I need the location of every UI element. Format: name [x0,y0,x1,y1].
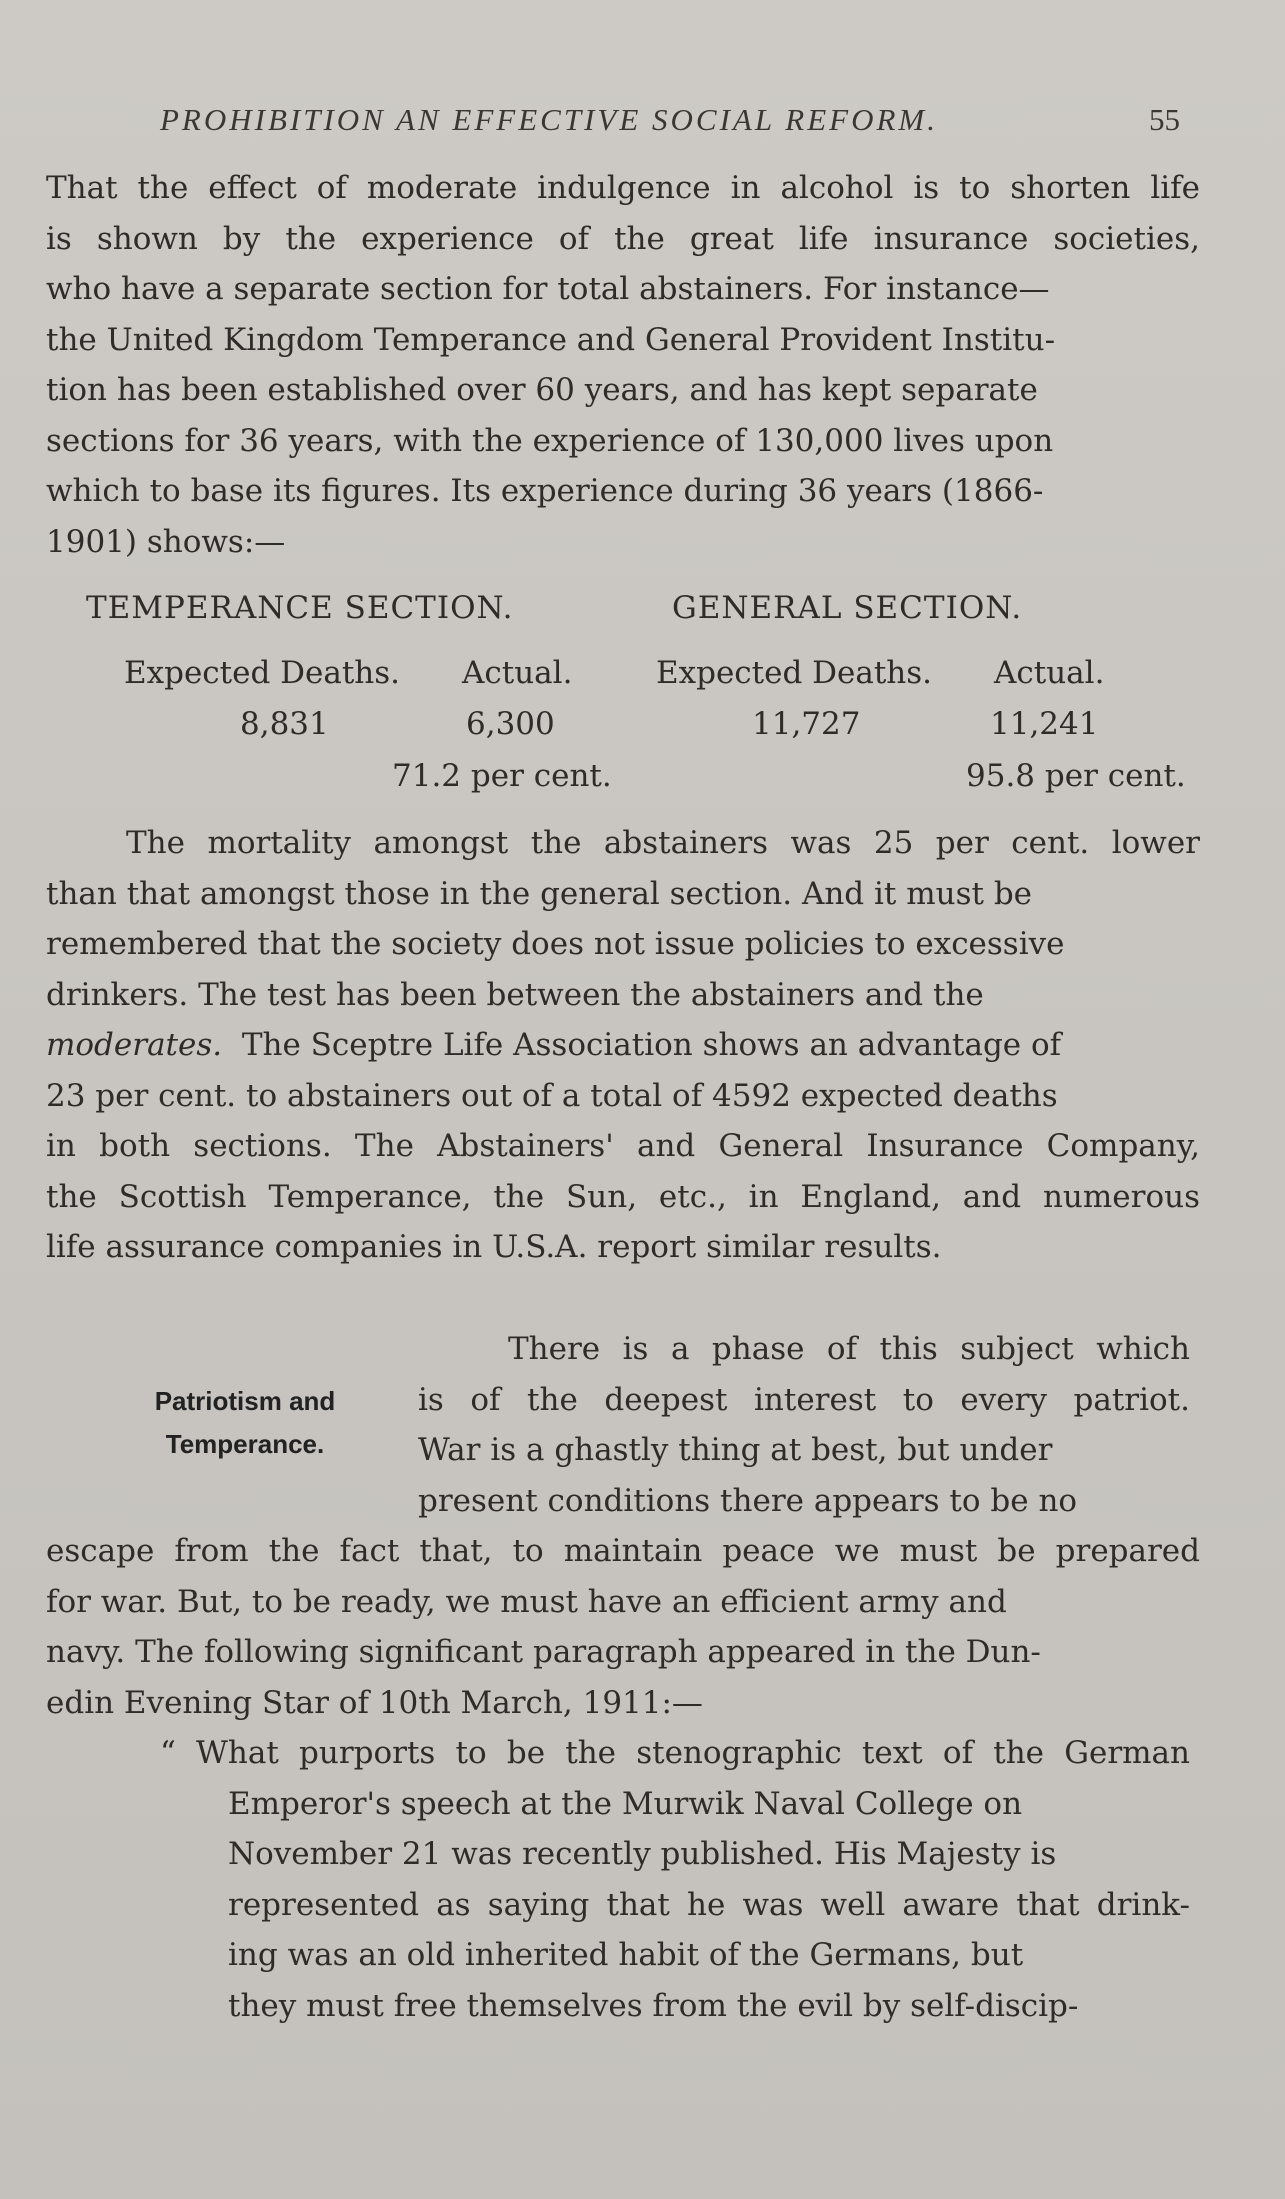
general-actual-label: Actual. [994,655,1105,691]
text-line: which to base its figures. Its experience during 36 years (1866- [46,473,1044,509]
general-expected-label: Expected Deaths. [656,655,933,691]
text-line: the Scottish Temperance, the Sun, etc., in England, and numerous [46,1178,1200,1215]
text-line: the United Kingdom Temperance and General Provident Institu- [46,321,1056,358]
text-line: who have a separate section for total abstainers. For instance— [46,271,1050,307]
side-heading [100,1380,390,1466]
text-line: The mortality amongst the abstainers was 25 per cent. lower [126,825,1200,861]
text-line: edin Evening Star of 10th March, 1911:— [46,1684,703,1721]
text-line: escape from the fact that, to maintain peace we must be prepared [46,1533,1200,1569]
paragraph-patriotism-side [418,1324,1190,1526]
general-expected-value: 11,727 [752,706,861,742]
text-line: War is a ghastly thing at best, but under [418,1432,1053,1468]
running-title: PROHIBITION AN EFFECTIVE SOCIAL REFORM. [160,102,938,137]
paragraph-mortality [46,818,1200,1273]
text-line: navy. The following significant paragraph appeared in the Dun- [46,1634,1041,1670]
temperance-heading: TEMPERANCE SECTION. [86,590,514,626]
side-heading-line: Patriotism and [154,1386,336,1416]
text-segment: The Sceptre Life Association shows an advantage of [241,1027,1062,1063]
quote-line: November 21 was recently published. His Majesty is [228,1836,1057,1872]
text-line: is of the deepest interest to every patriot. [418,1381,1190,1418]
quote-line: they must free themselves from the evil by self-discip- [228,1987,1079,2024]
quote-line: “ What purports to be the stenographic text of the German [160,1735,1190,1771]
text-line: is shown by the experience of the great life insurance societies, [46,220,1200,257]
moderates-italic: moderates. [46,1027,223,1063]
temperance-actual-value: 6,300 [466,706,555,742]
text-line: sections for 36 years, with the experience of 130,000 lives upon [46,422,1054,459]
text-line: There is a phase of this subject which [508,1331,1190,1367]
quote-line: represented as saying that he was well aware that drink- [228,1886,1190,1923]
text-line: present conditions there appears to be no [418,1482,1078,1519]
general-heading: GENERAL SECTION. [672,590,1023,626]
quote-line: ing was an old inherited habit of the Germans, but [228,1937,1024,1973]
general-actual-value: 11,241 [990,706,1099,742]
temperance-percent: 71.2 per cent. [392,758,612,794]
text-line: for war. But, to be ready, we must have an efficient army and [46,1583,1007,1620]
page-number: 55 [1149,102,1180,137]
general-percent: 95.8 per cent. [966,758,1186,794]
text-line: remembered that the society does not issue policies to excessive [46,926,1065,962]
text-line: 23 per cent. to abstainers out of a total of 4592 expected deaths [46,1077,1058,1114]
text-line: 1901) shows:— [46,523,286,560]
temperance-expected-label: Expected Deaths. [124,655,401,691]
paragraph-life-insurance [46,163,1200,567]
text-line: than that amongst those in the general section. And it must be [46,875,1033,912]
running-header [160,102,1180,138]
text-line: tion has been established over 60 years, and has kept separate [46,372,1038,408]
text-line: life assurance companies in U.S.A. report similar results. [46,1229,942,1265]
temperance-actual-label: Actual. [462,655,573,691]
quote-line: Emperor's speech at the Murwik Naval College on [228,1785,1023,1822]
quotation-block [160,1728,1190,2031]
side-heading-line: Temperance. [165,1429,325,1459]
temperance-expected-value: 8,831 [240,706,329,742]
text-line: That the effect of moderate indulgence in alcohol is to shorten life [46,170,1200,206]
text-line [46,1020,1200,1071]
text-line: drinkers. The test has been between the abstainers and the [46,976,984,1013]
paragraph-patriotism-full [46,1526,1200,1728]
text-line: in both sections. The Abstainers' and General Insurance Company, [46,1128,1200,1164]
